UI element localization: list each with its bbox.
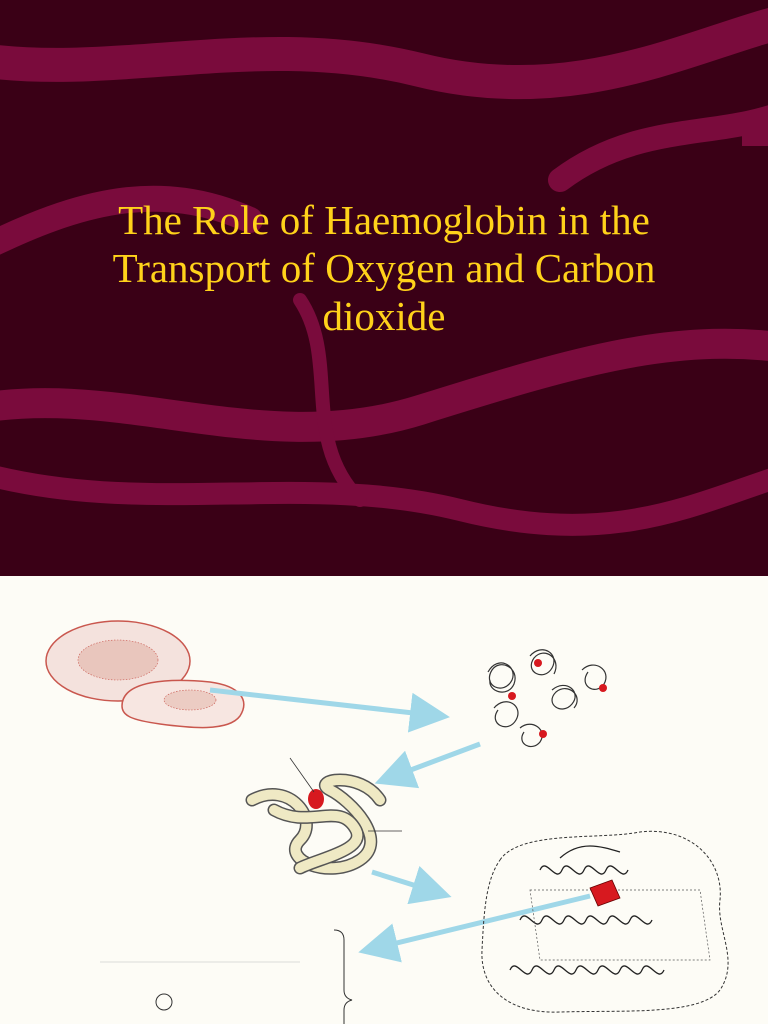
haemoglobin-molecule-illustration bbox=[488, 650, 607, 747]
arrow-haemoglobin-to-subunit bbox=[384, 744, 480, 780]
textbook-figure bbox=[0, 576, 768, 1024]
globin-chain-illustration bbox=[482, 831, 728, 1012]
title-line-1: The Role of Haemoglobin in the bbox=[118, 197, 650, 243]
subunit-illustration bbox=[252, 758, 402, 868]
porphyrin-bracket bbox=[334, 930, 352, 1024]
title-line-3: dioxide bbox=[322, 293, 446, 339]
figure-illustration bbox=[0, 576, 768, 1024]
oxygen-circle bbox=[156, 994, 172, 1010]
title-line-2: Transport of Oxygen and Carbon bbox=[112, 245, 656, 291]
red-blood-cell-illustration bbox=[46, 621, 244, 728]
arrow-subunit-to-globin bbox=[372, 872, 442, 894]
slide-title bbox=[30, 196, 738, 340]
